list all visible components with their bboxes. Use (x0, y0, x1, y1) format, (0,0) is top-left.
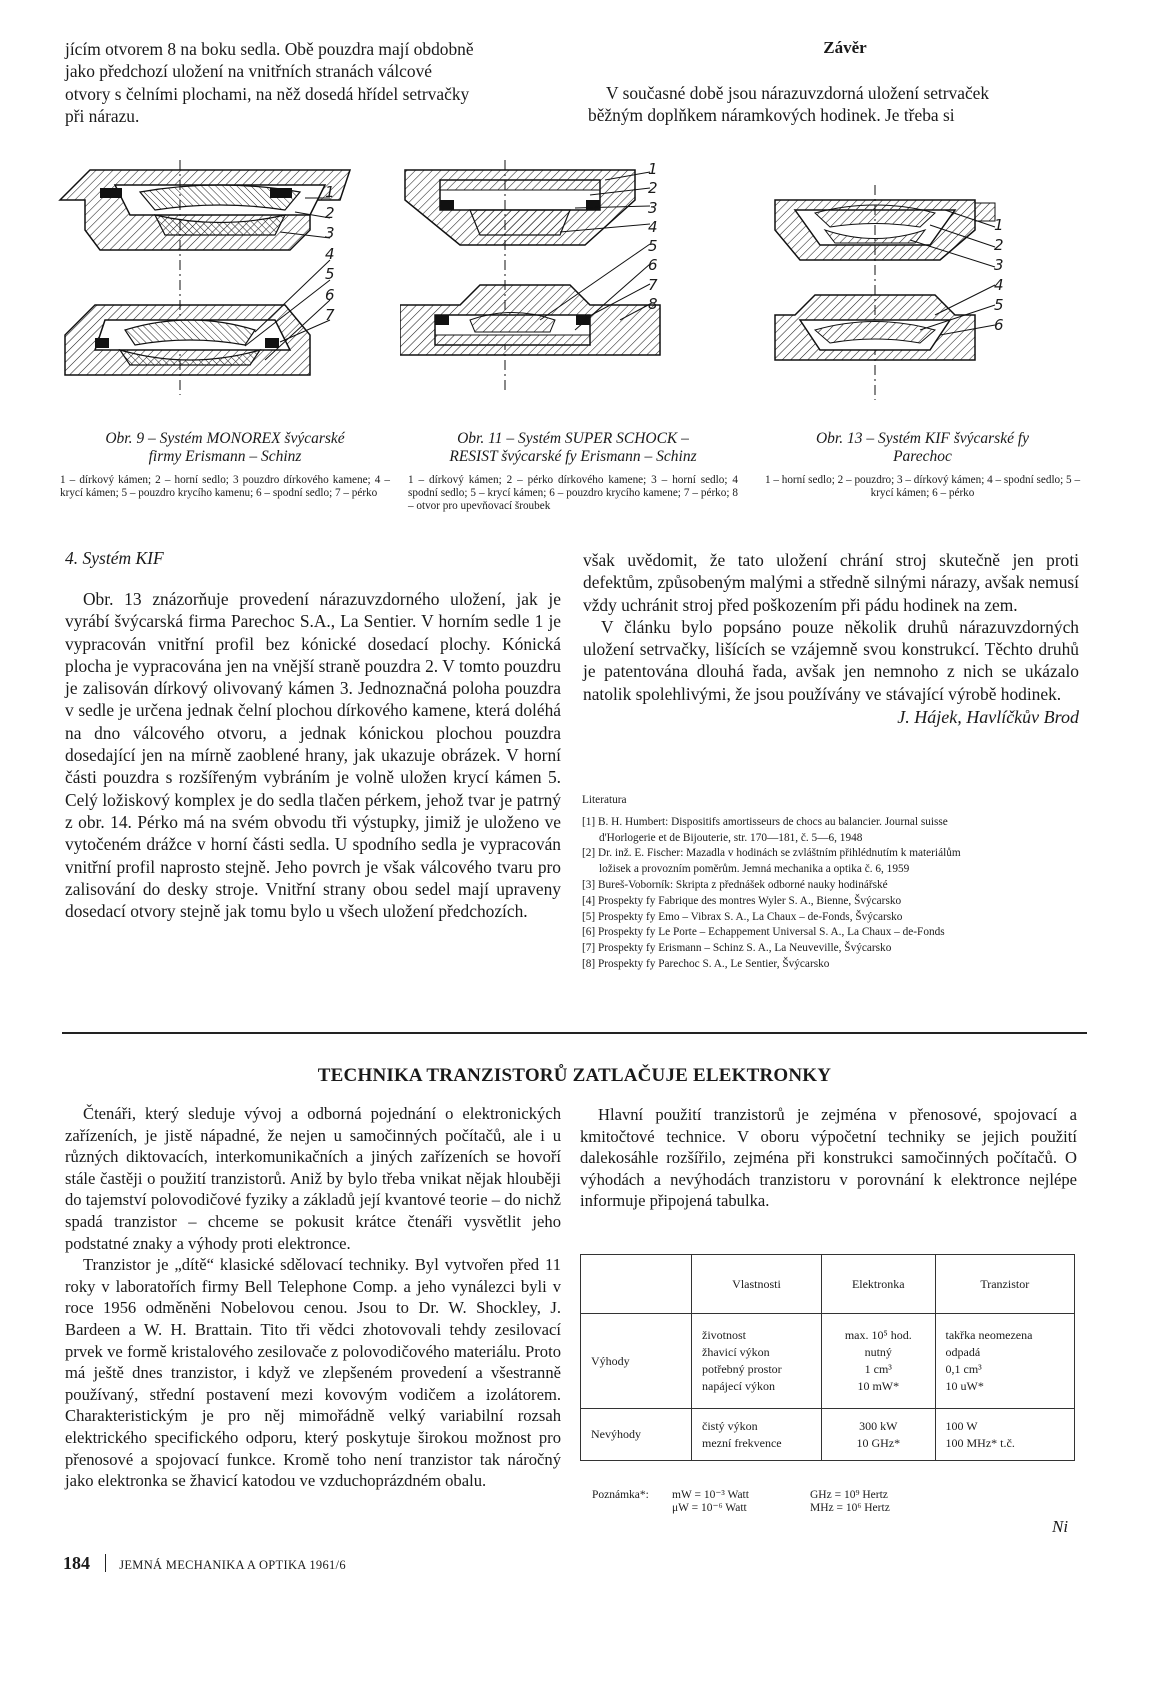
figure-kif-caption (755, 430, 1090, 500)
note-line: μW = 10⁻⁶ Watt (672, 1502, 747, 1514)
footer-divider (105, 1554, 106, 1572)
article-title: TECHNIKA TRANZISTORŮ ZATLAČUJE ELEKTRONKY (317, 1065, 832, 1086)
caption-line: Parechoc (893, 448, 952, 465)
cell-line: potřebný prostor (702, 1362, 782, 1376)
caption-line: Obr. 9 – Systém MONOREX švýcarské (105, 430, 345, 447)
figure-number-label: 7 (648, 275, 658, 294)
cell-line: takřka neomezena (945, 1328, 1033, 1342)
figure-number-label: 8 (648, 295, 658, 314)
text-line: V současné době jsou nárazuvzdorná uložení setrvaček (606, 83, 990, 103)
table-cell-properties (692, 1314, 822, 1409)
cell-line: 10 uW* (945, 1379, 984, 1393)
reference-line: ložisek a provozním poměrům. Jemná mechanika a optika č. 6, 1959 (599, 863, 910, 876)
text-line: jícím otvorem 8 na boku sedla. Obě pouzdra mají obdobně (65, 39, 474, 59)
figure-number-label: 4 (325, 244, 335, 263)
paragraph: Obr. 13 znázorňuje provedení nárazuvzdorného uložení, jak je vyrábí švýcarská firma Parechoc S.A., La Sentier. V horním sedle 1 je vypracován vnitřní profil bez kónické dosedací plochy. Kónická plocha je vypracována jen na vnější straně pouzdra 2. V tomto pouzdru je zalisován dírkový olivovaný kámen 3. Jednoznačná poloha pouzdra v sedle je určena jednak čelní plochou dírkového kamene, která doléhá na dno válcového otvoru, a jednak kónickou plochou pouzdra dosedající jen na mírně zaoblené hrany, jak ukazuje obrázek. V horní části pouzdra s rozšířeným vybráním je volně uložen krycí kámen 5. Celý ložiskový komplex je do sedla tlačen pérkem, jehož tvar je patrný z obr. 14. Pérko má na svém obvodu tři výstupky, jimiž je uloženo ve vytočeném drážce v horní části sedla. U spodního sedla je vypracován vnitřní profil naprosto stejně. Jeho povrch je však válcového tvaru pro zalisování do desky stroje. Vnitřní strany obou sedel mají upraveny dosedací otvory stejně jak tomu bylo u všech uložení předchozích. (65, 589, 561, 922)
figure-number-label: 2 (325, 203, 335, 222)
figure-kif (770, 185, 1100, 425)
text-line: při nárazu. (65, 105, 140, 126)
literature-list (582, 793, 1082, 973)
text-line: otvory s čelními plochami, na něž dosedá hřídel setrvačky (65, 83, 470, 104)
top-left-text (65, 38, 561, 127)
reference-line: [1] B. H. Humbert: Dispositifs amortisseurs de chocs au balancier. Journal suisse (582, 815, 948, 828)
table-cell-transistor (935, 1314, 1074, 1409)
row-group-label: Nevýhody (581, 1409, 692, 1461)
cell-line: 100 MHz* t.č. (945, 1435, 1015, 1450)
journal-name: JEMNÁ MECHANIKA A OPTIKA 1961/6 (119, 1558, 346, 1572)
figure-number-label: 1 (325, 183, 335, 201)
reference-line: [8] Prospekty fy Parechoc S. A., Le Sentier, Švýcarsko (582, 957, 830, 970)
reference-line: [3] Bureš-Voborník: Skripta z přednášek odborné nauky hodinářské (582, 878, 888, 891)
note-label: Poznámka*: (592, 1489, 649, 1501)
cell-line: 10 mW* (857, 1379, 900, 1393)
page-number: 184 (63, 1553, 90, 1573)
section-heading-kif: 4. Systém KIF (65, 548, 164, 568)
figure-number-label: 1 (648, 160, 658, 178)
reference-line: [6] Prospekty fy Le Porte – Echappement Universal S. A., La Chaux – de-Fonds (582, 926, 945, 939)
figure-number-label: 6 (648, 256, 658, 275)
note-line: MHz = 10⁶ Hertz (810, 1502, 890, 1514)
cell-line: čistý výkon (702, 1418, 758, 1433)
table-cell-properties (692, 1409, 822, 1461)
section-heading-zaver: Závěr (823, 38, 867, 57)
caption-line: Obr. 13 – Systém KIF švýcarské fy (815, 430, 1030, 447)
literature-title: Literatura (582, 794, 627, 806)
figure-monorex-drawing (55, 160, 385, 425)
figure-number-label: 2 (648, 179, 658, 198)
cell-line: napájecí výkon (702, 1379, 775, 1393)
cell-line: 1 cm³ (864, 1362, 892, 1376)
kif-body (65, 588, 561, 922)
table-row (581, 1314, 1075, 1409)
table-header-row (581, 1255, 1075, 1314)
author: J. Hájek, Havlíčkův Brod (897, 707, 1079, 728)
cell-line: max. 10⁵ hod. (844, 1328, 912, 1342)
figure-super-schock-caption (408, 430, 738, 513)
continuation-mark: Ni (1052, 1517, 1069, 1536)
article-left-column (65, 1103, 561, 1492)
paragraph: Hlavní použití tranzistorů je zejména v přenosové, spojovací a kmitočtové technice. V oboru výpočetní techniky se jejich použití dalekosáhle rozšířilo, zejména při konstrukci samočinných počítačů. O výhodách a nevýhodách tranzistoru v porovnání k elektronce nejlépe informuje připojená tabulka. (580, 1105, 1077, 1211)
figure-number-label: 5 (325, 265, 335, 283)
paragraph: V článku bylo popsáno pouze několik druhů nárazuvzdorných uložení setrvačky, lišících se vzájemně svou konstrukcí. Těchto druhů je patentována dlouhá řada, avšak jen nemnoho z nich se ukázalo natolik spolehlivými, že jsou používány ve stávající výrobě hodinek. (583, 616, 1079, 704)
cell-line: 100 W (945, 1418, 978, 1433)
conclusion-body (583, 549, 1079, 728)
figure-number-label: 4 (648, 217, 658, 236)
table-cell-electron-tube (822, 1409, 935, 1461)
figure-number-label: 3 (325, 224, 335, 242)
reference-line: [4] Prospekty fy Fabrique des montres Wyler S. A., Bienne, Švýcarsko (582, 894, 902, 907)
reference-line: [7] Prospekty fy Erismann – Schinz S. A., La Neuveville, Švýcarsko (582, 942, 892, 955)
figure-number-label: 6 (994, 316, 1004, 334)
paragraph: však uvědomit, že tato uložení chrání stroj skutečně jen proti defektům, způsobeným malými a středně silnými nárazy, avšak nemusí vždy uchránit stroj před poškozením při pádu hodinek na zem. (583, 550, 1079, 615)
cell-line: odpadá (945, 1345, 981, 1359)
caption-line: firmy Erismann – Schinz (148, 448, 302, 465)
figure-number-label: 3 (994, 256, 1004, 274)
figure-number-label: 5 (648, 237, 658, 256)
cell-line: 0,1 cm³ (945, 1362, 982, 1376)
text-line: běžným doplňkem náramkových hodinek. Je třeba si (588, 105, 955, 126)
figure-number-label: 5 (994, 296, 1004, 314)
figure-number-label: 7 (325, 306, 335, 324)
figure-monorex (55, 160, 385, 425)
figure-number-label: 2 (994, 236, 1004, 254)
caption-line: RESIST švýcarské fy Erismann – Schinz (449, 448, 697, 465)
caption-line: Obr. 11 – Systém SUPER SCHOCK – (457, 430, 689, 447)
figure-number-label: 1 (994, 216, 1004, 234)
figure-legend: 1 – dírkový kámen; 2 – horní sedlo; 3 pouzdro dírkového kamene; 4 – krycí kámen; 5 – pouzdro krycího kamenu; 6 – spodní sedlo; 7 – pérko (60, 474, 390, 499)
cell-line: žhavicí výkon (702, 1345, 770, 1359)
article-right-column (580, 1104, 1077, 1212)
text-line: jako předchozí uložení na vnitřních stranách válcové (65, 61, 432, 82)
figure-number-label: 6 (325, 285, 335, 304)
reference-line: [5] Prospekty fy Emo – Vibrax S. A., La Chaux – de-Fonds, Švýcarsko (582, 910, 903, 923)
comparison-table (580, 1254, 1075, 1461)
cell-line: 10 GHz* (856, 1435, 901, 1450)
paragraph: Tranzistor je „dítě“ klasické sdělovací techniky. Byl vytvořen před 11 roky v laboratořích firmy Bell Telephone Comp. a jeho vynálezci byli v roce 1956 odměněni Nobelovou cenou. Jsou to Dr. W. Shockley, J. Bardeen a W. H. Brattain. Tito tři vědci zhotovovali tehdy zesilovací prvek ve formě kristalového zesilovače z polovodičového materiálu. Proto má ještě dnes tranzistor, i když ve zlepšeném provedení a všestranně používaný, střední postavení mezi kovovým vodičem a izolátorem. Charakteristickým je pro něj mimořádně velký variabilní rozsah elektrického specifického odporu, který poskytuje širokou možnost pro přenosové a spojovací funkce. Kromě toho není tranzistor tak náročný jako elektronka se žhavicí katodou ve vzduchoprázdném obalu. (65, 1255, 561, 1491)
figure-number-label: 3 (648, 198, 658, 217)
figure-legend: 1 – dírkový kámen; 2 – pérko dírkového kamene; 3 – horní sedlo; 4 spodní sedlo; 5 – krycí kámen; 6 – pouzdro krycího kamene; 7 – pérko; 8 – otvor pro upevňovací šroubek (408, 474, 738, 512)
cell-line: 300 kW (859, 1418, 898, 1433)
table-header: Elektronka (822, 1255, 935, 1314)
figure-super-schock-drawing (400, 160, 730, 425)
table-cell-transistor (935, 1409, 1074, 1461)
cell-line: životnost (702, 1328, 746, 1342)
figure-monorex-caption (60, 430, 390, 500)
row-group-label: Výhody (581, 1314, 692, 1409)
note-line: mW = 10⁻³ Watt (672, 1489, 749, 1501)
cell-line: mezní frekvence (702, 1435, 782, 1450)
comparison-table-wrapper (580, 1254, 1075, 1461)
page-footer (63, 1553, 346, 1577)
zaver-text (588, 82, 1084, 127)
figure-super-schock (400, 160, 730, 425)
figure-number-label: 4 (994, 276, 1004, 294)
reference-line: [2] Dr. inž. E. Fischer: Mazadla v hodinách se zvláštním přihlédnutím k materiálům (582, 847, 961, 860)
table-header (581, 1255, 692, 1314)
table-header: Tranzistor (935, 1255, 1074, 1314)
reference-line: d'Horlogerie et de Bijouterie, str. 170—181, č. 5—6, 1948 (599, 831, 863, 844)
section-divider (62, 1032, 1087, 1034)
table-row (581, 1409, 1075, 1461)
paragraph: Čtenáři, který sleduje vývoj a odborná pojednání o elektronických zařízeních, je jistě nápadné, že nejen u samočinných počítačů, ale i u různých diktovacích, interkomunikačních a jiných zařízeních se hovoří stále častěji o použití tranzistorů. Aniž by bylo třeba vnikat nějak hlouběji do tajemství polovodičové fyziky a základů její kvantové teorie – do nichž spadá tranzistor – chceme se pokusit krátce čtenáři vysvětlit jeho podstatné znaky a výhody proti elektronce. (65, 1104, 561, 1253)
table-header: Vlastnosti (692, 1255, 822, 1314)
figure-legend: 1 – horní sedlo; 2 – pouzdro; 3 – dírkový kámen; 4 – spodní sedlo; 5 – krycí kámen; 6 – pérko (764, 474, 1081, 499)
figure-kif-drawing (770, 185, 1100, 425)
note-line: GHz = 10⁹ Hertz (810, 1489, 888, 1501)
cell-line: nutný (864, 1345, 892, 1359)
table-cell-electron-tube (822, 1314, 935, 1409)
